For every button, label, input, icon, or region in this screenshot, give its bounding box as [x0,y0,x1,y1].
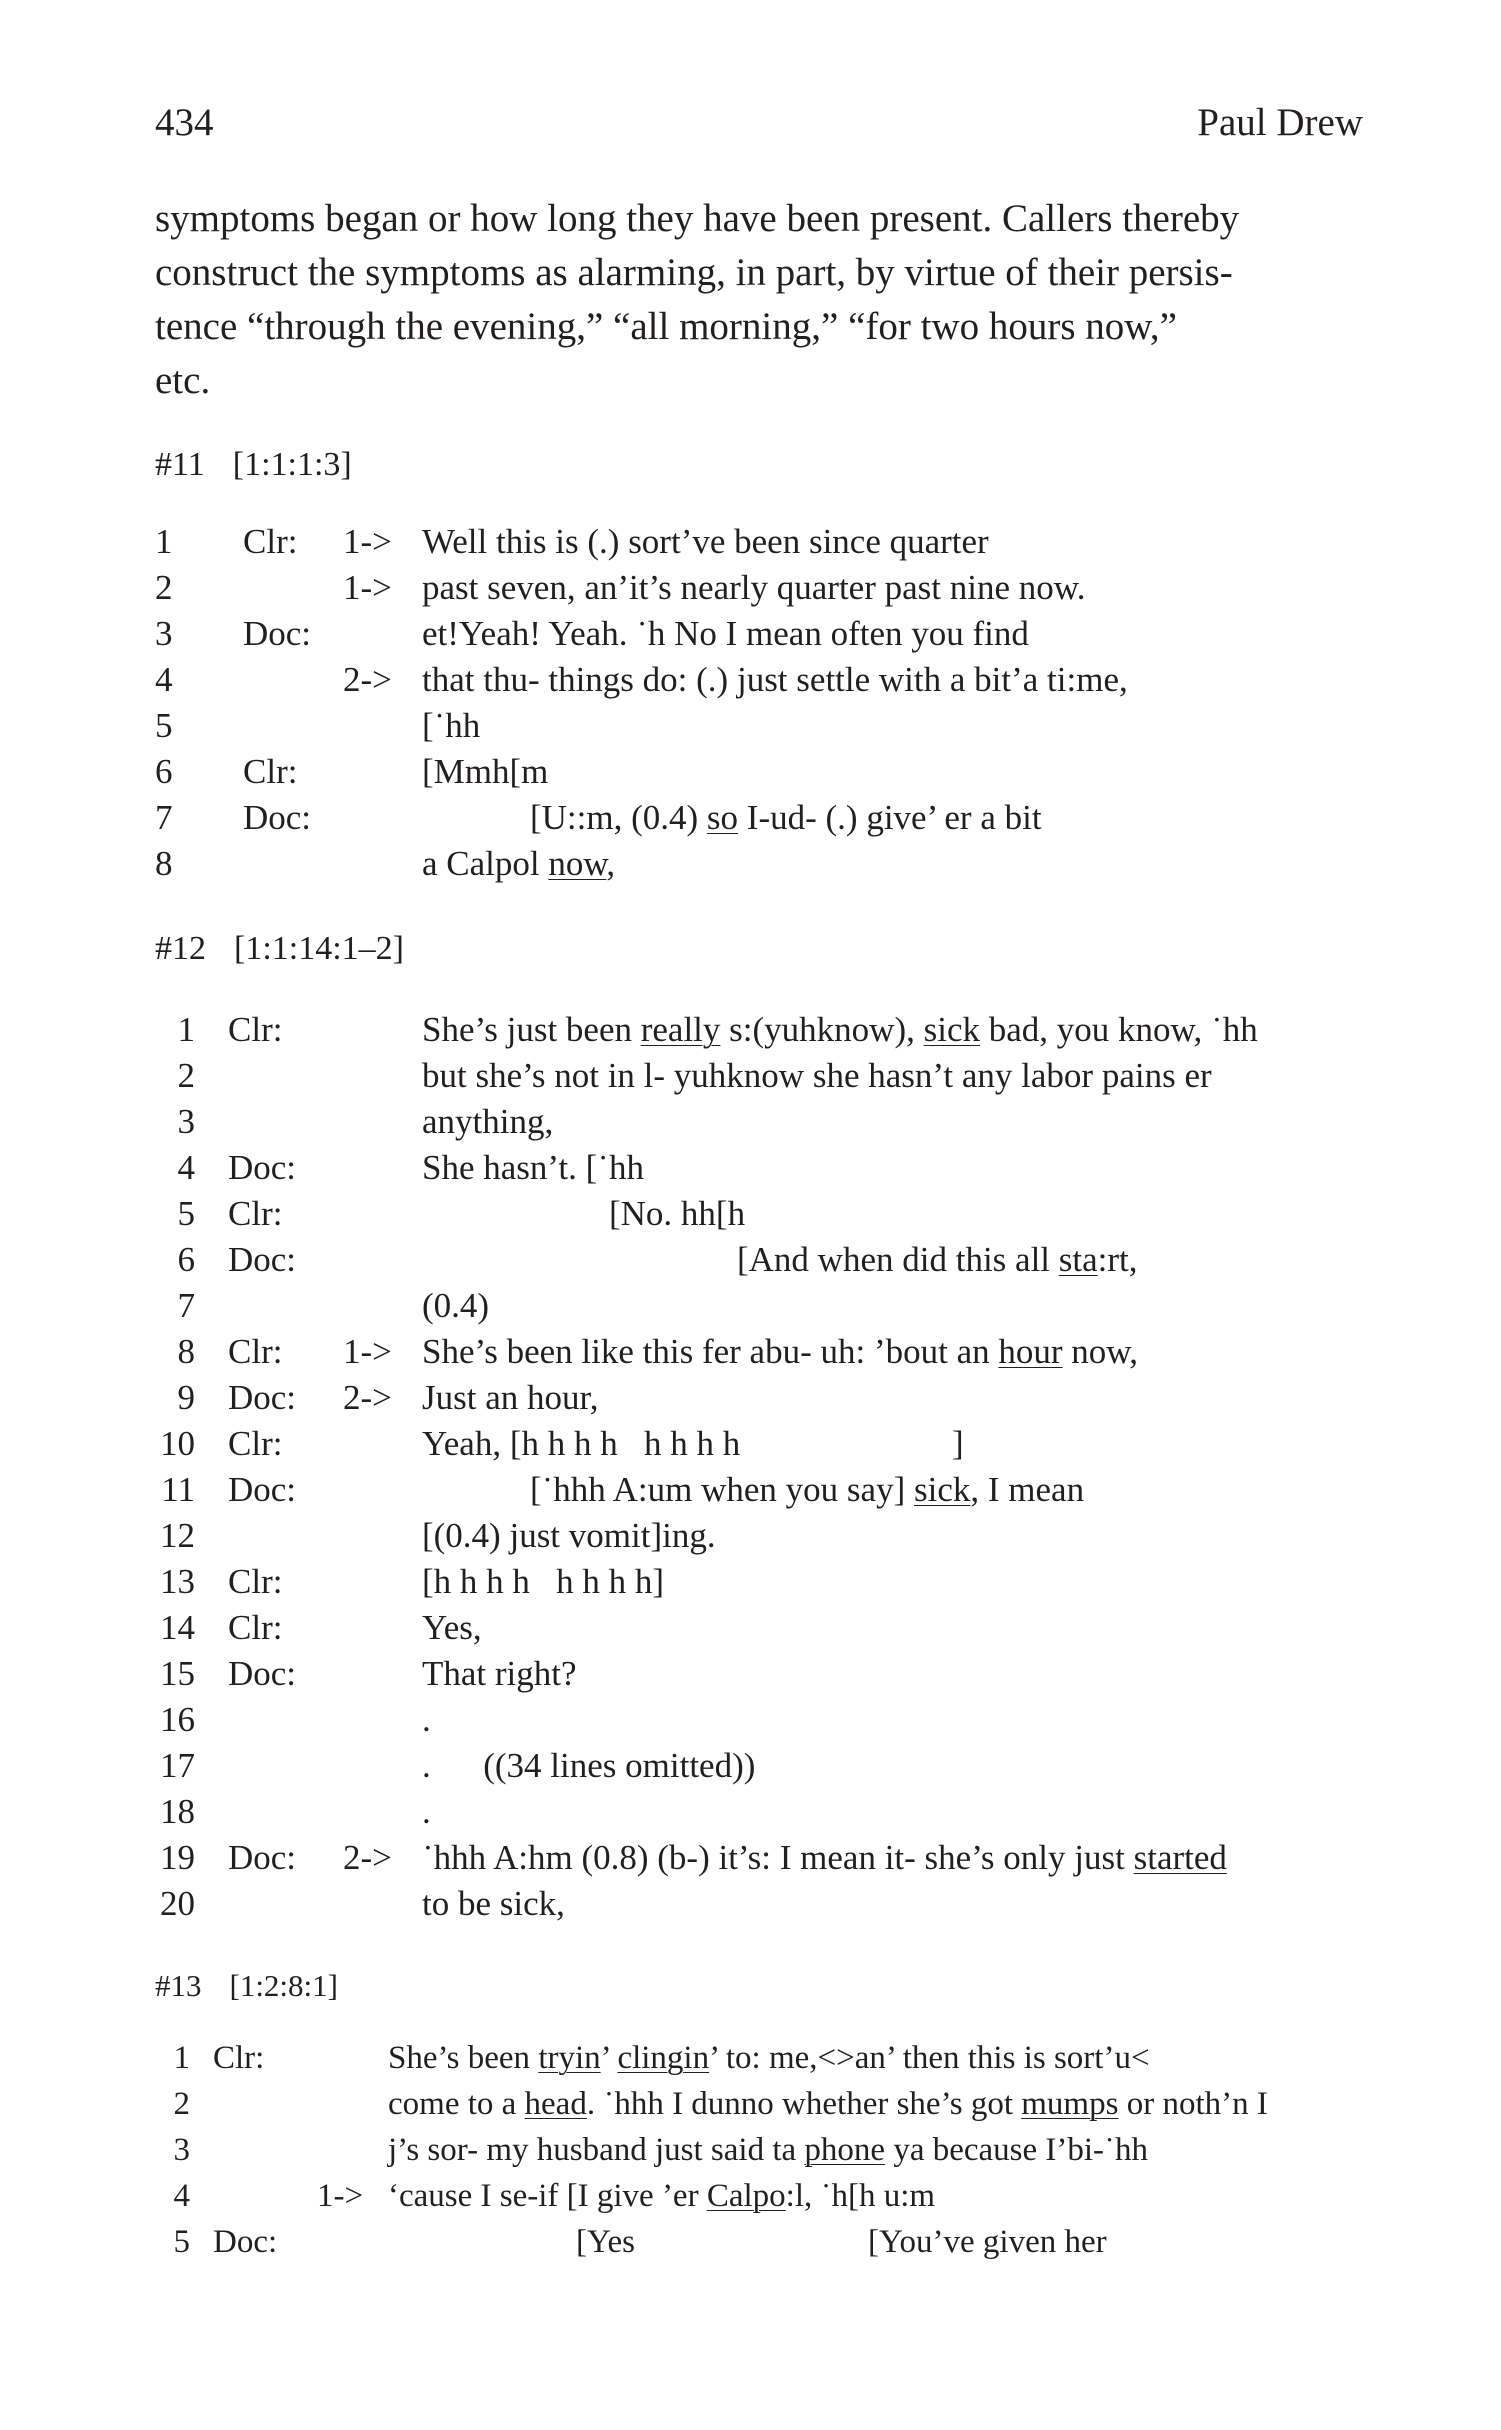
line-number: 5 [155,706,173,745]
line-number: 3 [177,1102,195,1141]
utterance-text: [No. hh[h [609,1194,746,1233]
speaker-label: Doc: [243,614,312,653]
line-number: 2 [177,1056,195,1095]
utterance-text: She’s been tryin’ clingin’ to: me,<>an’ then this is sort’u< [388,2040,1150,2076]
utterance-text: et!Yeah! Yeah. ˙h No I mean often you find [422,614,1029,653]
line-number: 8 [177,1332,195,1371]
extract-heading-11 [155,446,352,484]
speaker-label: Clr: [228,1562,283,1601]
paragraph-line: etc. [155,359,211,402]
utterance-text: past seven, an’it’s nearly quarter past nine now. [422,568,1086,607]
line-number: 6 [155,752,173,791]
line-number: 8 [155,844,173,883]
utterance-text: ˙hhh A:hm (0.8) (b-) it’s: I mean it- she’s only just started [422,1838,1227,1877]
target-arrow: 1-> [343,568,392,607]
utterance-text: That right? [422,1654,577,1693]
utterance-text: a Calpol now, [422,844,616,883]
paragraph-line: construct the symptoms as alarming, in part, by virtue of their persis- [155,251,1233,294]
target-arrow: 2-> [343,1838,392,1877]
utterance-text: [And when did this all sta:rt, [737,1240,1138,1279]
line-number: 16 [160,1700,195,1739]
speaker-label: Clr: [243,752,298,791]
line-number: 12 [160,1516,195,1555]
line-number: 3 [155,614,173,653]
speaker-label: Doc: [228,1470,297,1509]
utterance-text: but she’s not in l- yuhknow she hasn’t any labor pains er [422,1056,1212,1095]
speaker-label: Doc: [228,1148,297,1187]
utterance-text: anything, [422,1102,554,1141]
extract-label: #11 [155,446,205,483]
line-number: 1 [155,522,173,561]
line-number: 18 [160,1792,195,1831]
speaker-label: Clr: [213,2040,265,2076]
utterance-text: . ((34 lines omitted)) [422,1746,756,1785]
speaker-label: Doc: [228,1654,297,1693]
utterance-text: ] [952,1424,964,1463]
speaker-label: Doc: [228,1838,297,1877]
line-number: 5 [177,1194,195,1233]
utterance-text: come to a head. ˙hhh I dunno whether she’s got mumps or noth’n I [388,2086,1268,2122]
paragraph-line: tence “through the evening,” “all morning,” “for two hours now,” [155,305,1177,348]
target-arrow: 1-> [317,2178,364,2214]
line-number: 11 [161,1470,195,1509]
speaker-label: Clr: [228,1424,283,1463]
line-number: 2 [155,568,173,607]
target-arrow: 2-> [343,1378,392,1417]
line-number: 2 [173,2086,190,2122]
line-number: 7 [155,798,173,837]
line-number: 14 [160,1608,195,1647]
extract-label: #13 [155,1968,202,2003]
line-number: 4 [173,2178,190,2214]
utterance-text: She’s just been really s:(yuhknow), sick bad, you know, ˙hh [422,1010,1258,1049]
line-number: 19 [160,1838,195,1877]
utterance-text: [U::m, (0.4) so I-ud- (.) give’ er a bit [530,798,1042,837]
utterance-text: j’s sor- my husband just said ta phone ya because I’bi-˙hh [388,2132,1149,2168]
line-number: 6 [177,1240,195,1279]
line-number: 7 [177,1286,195,1325]
extract-label: #12 [155,930,206,967]
line-number: 9 [177,1378,195,1417]
extract-reference: [1:1:14:1–2] [234,930,404,967]
extract-reference: [1:1:1:3] [232,446,352,483]
utterance-text: She’s been like this fer abu- uh: ’bout an hour now, [422,1332,1139,1371]
utterance-text: . [422,1700,431,1739]
speaker-label: Clr: [228,1332,283,1371]
line-number: 20 [160,1884,195,1923]
speaker-label: Doc: [213,2224,278,2260]
utterance-text: that thu- things do: (.) just settle with a bit’a ti:me, [422,660,1128,699]
utterance-text: ‘cause I se-if [I give ’er Calpo:l, ˙h[h u:m [388,2178,936,2214]
utterance-text: [˙hhh A:um when you say] sick, I mean [530,1470,1085,1509]
utterance-text: . [422,1792,431,1831]
speaker-label: Clr: [243,522,298,561]
utterance-text: Just an hour, [422,1378,599,1417]
line-number: 4 [177,1148,195,1187]
target-arrow: 2-> [343,660,392,699]
line-number: 1 [173,2040,190,2076]
speaker-label: Clr: [228,1608,283,1647]
target-arrow: 1-> [343,522,392,561]
speaker-label: Clr: [228,1194,283,1233]
line-number: 3 [173,2132,190,2168]
running-header [155,100,1363,150]
line-number: 17 [160,1746,195,1785]
page-number: 434 [155,101,214,144]
line-number: 1 [177,1010,195,1049]
extract-heading-13 [155,1968,338,2004]
line-number: 13 [160,1562,195,1601]
target-arrow: 1-> [343,1332,392,1371]
extract-heading-12 [155,930,404,968]
utterance-text: [(0.4) just vomit]ing. [422,1516,716,1555]
utterance-text: [You’ve given her [868,2224,1107,2260]
speaker-label: Doc: [243,798,312,837]
utterance-text: [˙hh [422,706,481,745]
utterance-text: Yes, [422,1608,482,1647]
utterance-text: She hasn’t. [˙hh [422,1148,644,1187]
speaker-label: Doc: [228,1240,297,1279]
body-paragraph [155,192,1365,408]
utterance-text: [h h h h h h h h] [422,1562,665,1601]
paragraph-line: symptoms began or how long they have been present. Callers thereby [155,197,1240,240]
utterance-text: (0.4) [422,1286,490,1325]
speaker-label: Doc: [228,1378,297,1417]
utterance-text: [Mmh[m [422,752,549,791]
running-head-author: Paul Drew [1197,101,1363,144]
line-number: 5 [173,2224,190,2260]
line-number: 15 [160,1654,195,1693]
utterance-text: Yeah, [h h h h h h h h [422,1424,741,1463]
utterance-text: [Yes [576,2224,636,2260]
line-number: 10 [160,1424,195,1463]
utterance-text: Well this is (.) sort’ve been since quarter [422,522,989,561]
line-number: 4 [155,660,173,699]
extract-reference: [1:2:8:1] [229,1968,338,2003]
speaker-label: Clr: [228,1010,283,1049]
utterance-text: to be sick, [422,1884,565,1923]
